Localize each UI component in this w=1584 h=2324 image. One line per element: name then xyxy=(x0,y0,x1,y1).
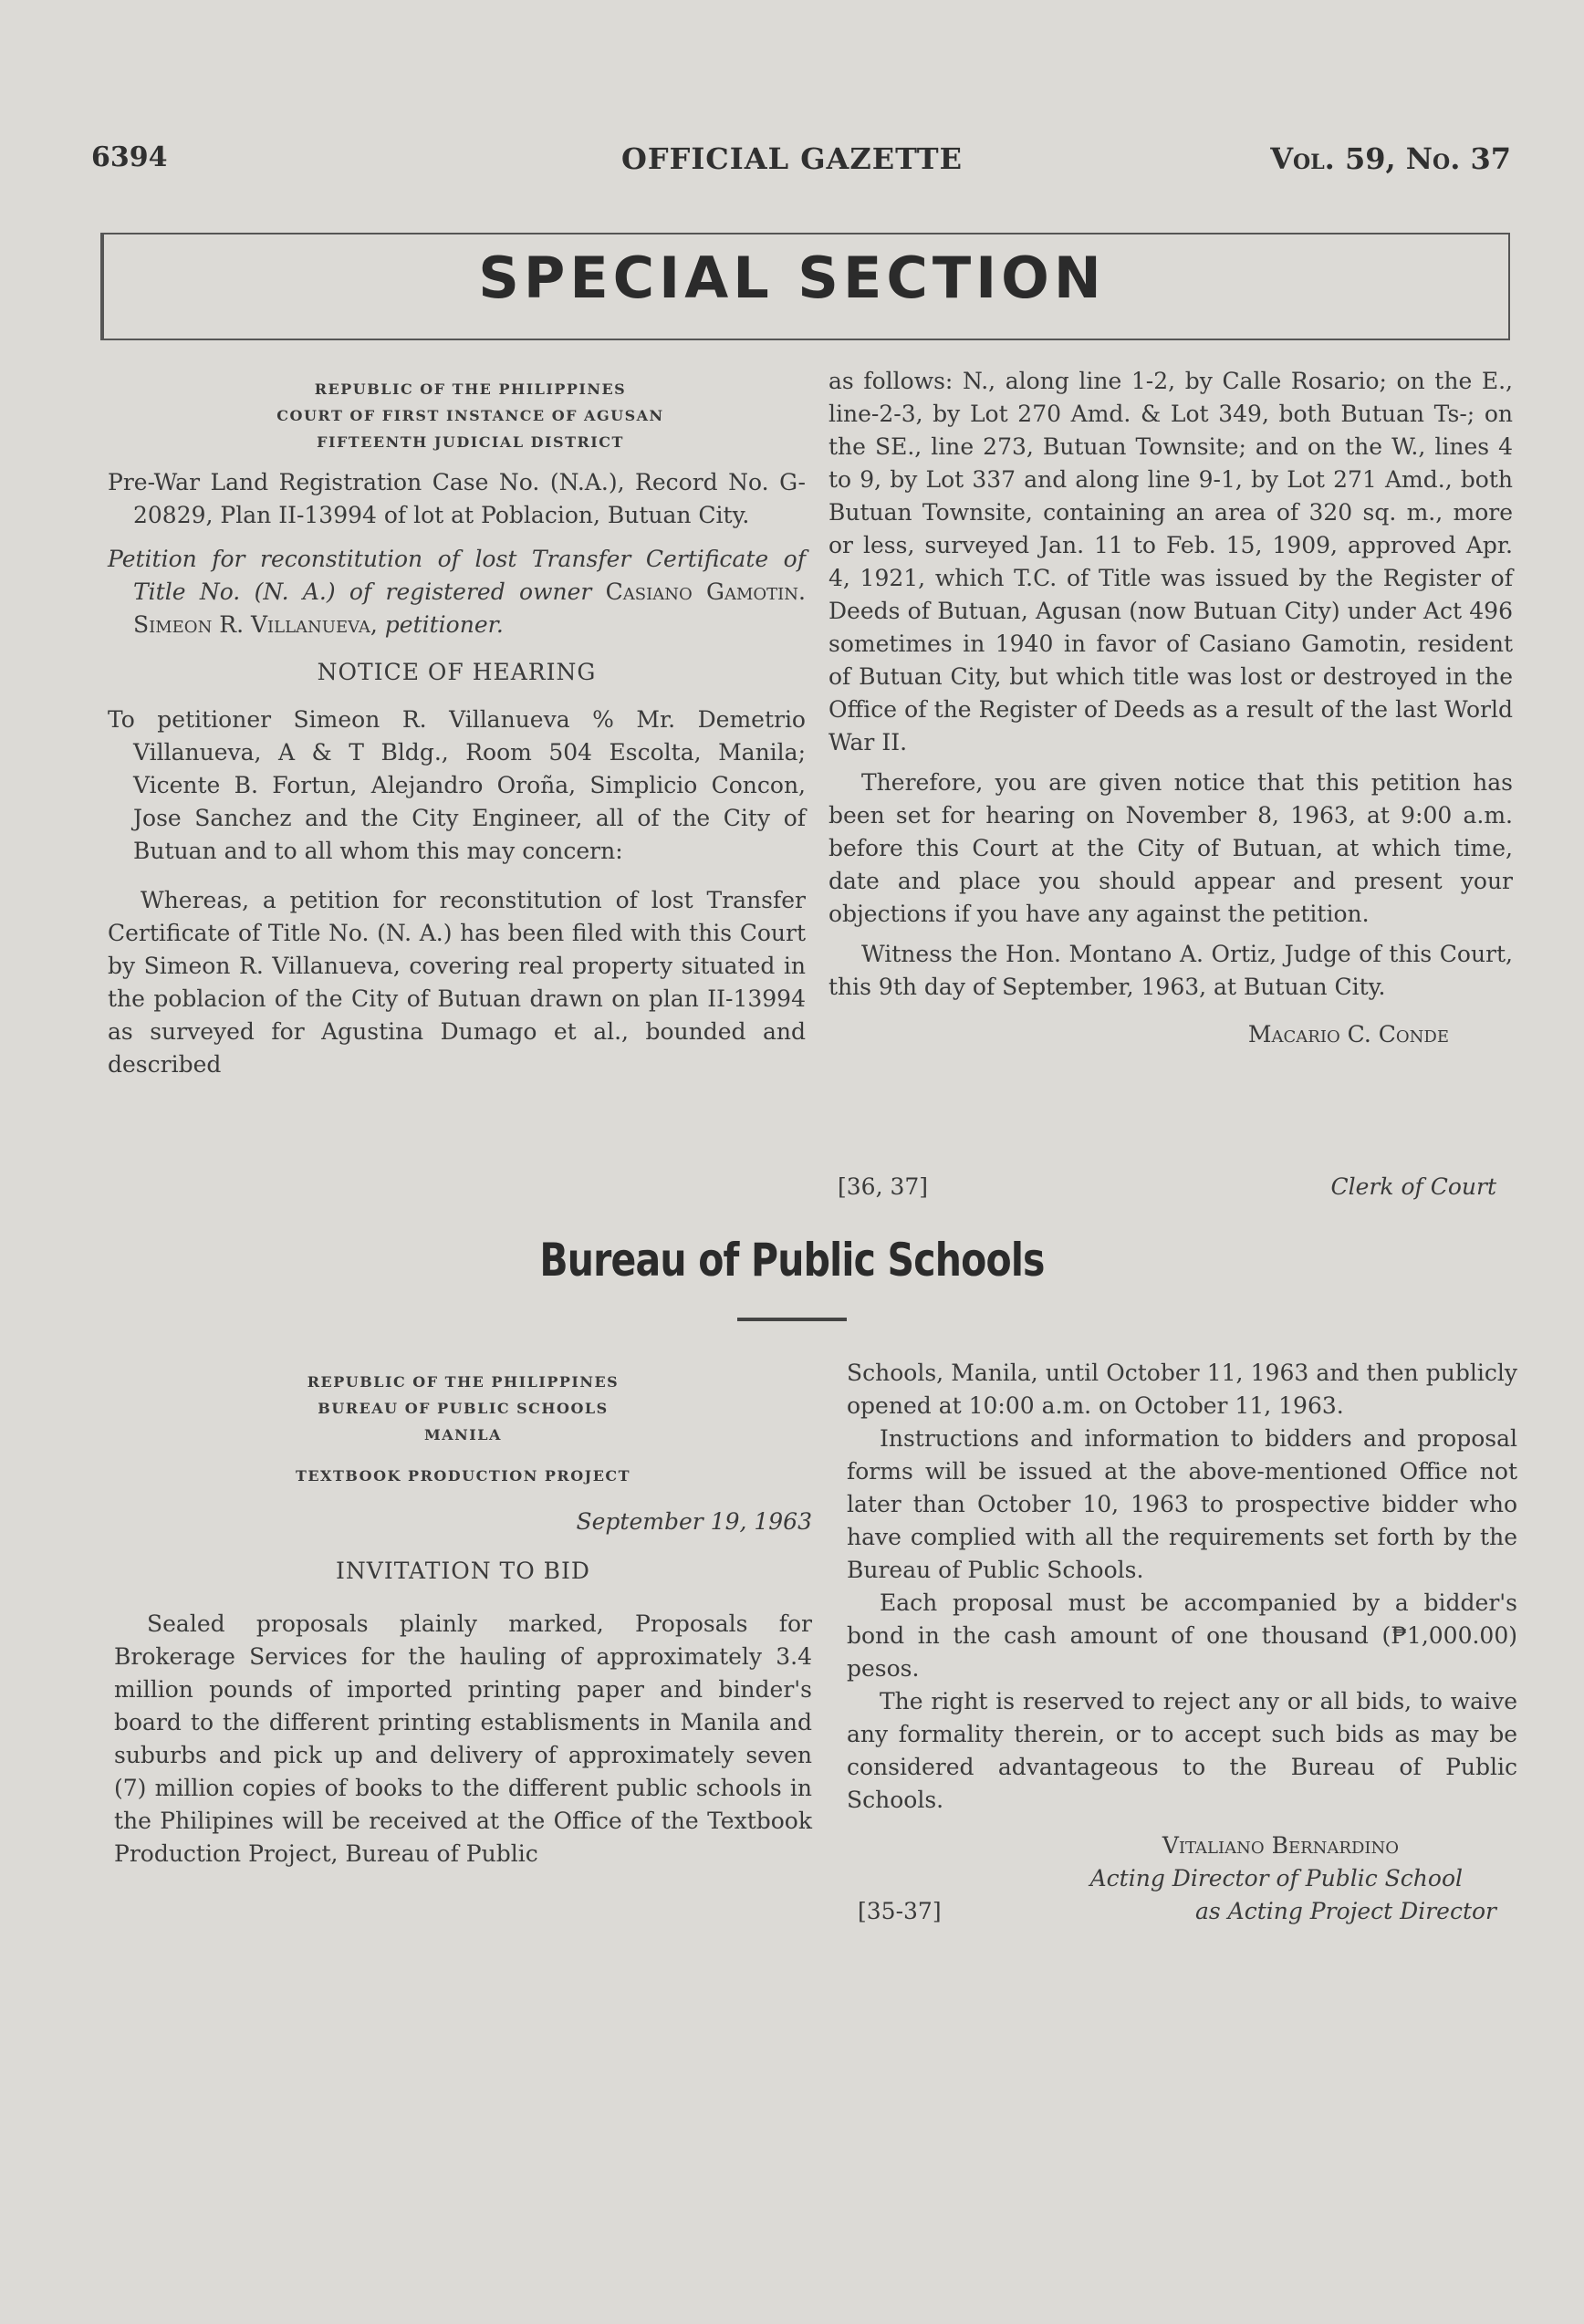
title-rule xyxy=(737,1318,847,1321)
bid-paragraph: Each proposal must be accompanied by a bidder's bond in the cash amount of one thousand (₱1,000.00) pesos. xyxy=(847,1589,1517,1682)
bureau-title: Bureau of Public Schools xyxy=(539,1234,1045,1287)
bureau-line: MANILA xyxy=(424,1426,502,1443)
signer-title: Acting Director of Public School xyxy=(1089,1865,1463,1892)
petition-names: Casiano Gamotin. Simeon R. Villanueva, xyxy=(133,578,806,638)
signer-name: Vitaliano Bernardino xyxy=(1162,1832,1399,1859)
notice-heading: NOTICE OF HEARING xyxy=(317,659,597,685)
court-line: COURT OF FIRST INSTANCE OF AGUSAN xyxy=(276,407,664,424)
section-title: SPECIAL SECTION xyxy=(478,245,1106,311)
petition-caption xyxy=(108,543,806,641)
notice-paragraph-continued: as follows: N., along line 1-2, by Calle Rosario; on the E., line-2-3, by Lot 270 Amd. & Lot 349, both Butuan Ts-; on the SE., line 273, Butuan Townsite; and on the W., lines 4 to 9, by Lot 337 and along line 9-1, by Lot 271 Amd., both Butuan Townsite, containing an area of 320 sq. m., more or less, surveyed Jan. 11 to Feb. 15, 1909, approved Apr. 4, 1921, which T.C. of Title was issued by the Register of Deeds of Butuan, Agusan (now Butuan City) under Act 496 sometimes in 1940 in favor of Casiano Gamotin, resident of Butuan City, but which title was lost or destroyed in the Office of the Register of Deeds as a result of the last World War II. xyxy=(828,368,1513,756)
bureau-line: BUREAU OF PUBLIC SCHOOLS xyxy=(318,1400,609,1417)
reference-number: [36, 37] xyxy=(838,1173,929,1200)
signer-title: Clerk of Court xyxy=(1330,1173,1496,1200)
addressees: To petitioner Simeon R. Villanueva % Mr. Demetrio Villanueva, A & T Bldg., Room 504 Escolta, Manila; Vicente B. Fortun, Alejandro Oroña, Simplicio Concon, Jose Sanchez and the City Engineer, all of the City of Butuan and to all whom this may concern: xyxy=(108,706,806,864)
bid-paragraph-continued: Schools, Manila, until October 11, 1963 and then publicly opened at 10:00 a.m. on October 11, 1963. xyxy=(847,1360,1517,1419)
court-line: REPUBLIC OF THE PHILIPPINES xyxy=(314,380,627,398)
court-header xyxy=(108,376,806,455)
bureau-line: REPUBLIC OF THE PHILIPPINES xyxy=(307,1373,620,1391)
notice-date: September 19, 1963 xyxy=(576,1508,812,1535)
bid-heading: INVITATION TO BID xyxy=(336,1558,590,1584)
notice-left-column xyxy=(108,376,806,1081)
bid-paragraph: Instructions and information to bidders and proposal forms will be issued at the above-mentioned Office not later than October 10, 1963 to prospective bidder who have complied with all the requirements set forth by the Bureau of Public Schools. xyxy=(847,1425,1517,1583)
project-name: TEXTBOOK PRODUCTION PROJECT xyxy=(295,1467,631,1485)
bid-left-column xyxy=(114,1369,812,1871)
page-number: 6394 xyxy=(91,141,168,173)
notice-paragraph: Witness the Hon. Montano A. Ortiz, Judge of this Court, this 9th day of September, 1963, at Butuan City. xyxy=(828,941,1513,1000)
notice-paragraph: Therefore, you are given notice that this petition has been set for hearing on November 8, 1963, at 9:00 a.m. before this Court at the City of Butuan, at which time, date and place you should appear and present your objections if you have any against the petition. xyxy=(828,769,1513,927)
petition-italic: Petition for reconstitution of lost Transfer Certificate of Title No. (N. A.) of registered owner xyxy=(108,546,806,605)
publication-title: OFFICIAL GAZETTE xyxy=(621,141,963,176)
bureau-header xyxy=(114,1369,812,1448)
signer-title: as Acting Project Director xyxy=(1194,1898,1496,1924)
notice-paragraph: Whereas, a petition for reconstitution of lost Transfer Certificate of Title No. (N. A.) has been filed with this Court by Simeon R. Villanueva, covering real property situated in the poblacion of the City of Butuan drawn on plan II-13994 as surveyed for Agustina Dumago et al., bounded and described xyxy=(108,887,806,1078)
volume-number: Vol. 59, No. 37 xyxy=(1270,141,1511,176)
case-caption: Pre-War Land Registration Case No. (N.A.), Record No. G-20829, Plan II-13994 of lot at Poblacion, Butuan City. xyxy=(108,469,806,528)
bid-paragraph: Sealed proposals plainly marked, Proposals for Brokerage Services for the hauling of approximately 3.4 million pounds of imported printing paper and binder's board to the different printing establisments in Manila and suburbs and pick up and delivery of approximately seven (7) million copies of books to the different public schools in the Philipines will be received at the Office of the Textbook Production Project, Bureau of Public xyxy=(114,1610,812,1867)
bid-right-column xyxy=(847,1357,1517,1895)
signer-name: Macario C. Conde xyxy=(1247,1021,1449,1047)
bid-paragraph: The right is reserved to reject any or all bids, to waive any formality therein, or to accept such bids as may be considered advantageous to the Bureau of Public Schools. xyxy=(847,1688,1517,1813)
petition-end: petitioner. xyxy=(384,611,504,638)
court-line: FIFTEENTH JUDICIAL DISTRICT xyxy=(317,433,624,451)
notice-right-column xyxy=(828,365,1513,1051)
reference-number: [35-37] xyxy=(858,1898,942,1924)
